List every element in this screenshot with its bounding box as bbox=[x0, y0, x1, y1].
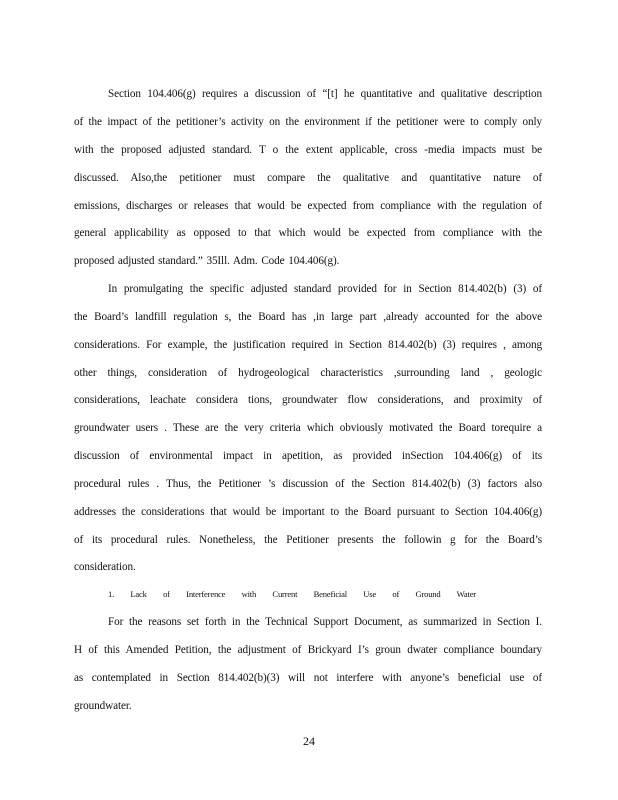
text-line: the Board’s landfill regulation s, the Board has ,in large part ,already accounted for the above bbox=[74, 311, 542, 323]
page-number: 24 bbox=[303, 734, 315, 748]
text-line: general applicability as opposed to that which would be expected from compliance with the bbox=[74, 227, 542, 239]
text-line: of its procedural rules. Nonetheless, the Petitioner presents the followin g for the Board’s bbox=[74, 534, 542, 546]
heading-word: of bbox=[392, 589, 400, 599]
text-line: considerations. For example, the justification required in Section 814.402(b) (3) requires , among bbox=[74, 339, 542, 351]
heading-word: of bbox=[163, 589, 170, 599]
text-line: discussed. Also,the petitioner must compare the qualitative and quantitative nature of bbox=[74, 172, 542, 184]
text-line: considerations, leachate considera tions, groundwater flow considerations, and proximity of bbox=[74, 394, 542, 406]
text-line: For the reasons set forth in the Technical Support Document, as summarized in Section I. bbox=[108, 616, 542, 628]
text-line: H of this Amended Petition, the adjustment of Brickyard I’s groun dwater compliance boundary bbox=[74, 644, 542, 656]
heading-word: with bbox=[241, 589, 257, 599]
text-line: of the impact of the petitioner’s activity on the environment if the petitioner were to comply only bbox=[74, 116, 542, 128]
heading-word: Interference bbox=[186, 589, 226, 599]
heading-word: Current bbox=[272, 589, 298, 599]
text-line: with the proposed adjusted standard. T o the extent applicable, cross -media impacts must be bbox=[74, 144, 542, 156]
text-line: groundwater users . These are the very criteria which obviously motivated the Board torequire a bbox=[74, 422, 542, 434]
heading-word: Lack bbox=[130, 589, 147, 599]
text-line: In promulgating the specific adjusted standard provided for in Section 814.402(b) (3) of bbox=[108, 283, 542, 295]
text-line: procedural rules . Thus, the Petitioner ’s discussion of the Section 814.402(b) (3) factors also bbox=[74, 478, 542, 490]
text-line: emissions, discharges or releases that would be expected from compliance with the regulation of bbox=[74, 200, 542, 212]
text-line: other things, consideration of hydrogeological characteristics ,surrounding land , geologic bbox=[74, 367, 542, 379]
heading-number: 1. bbox=[108, 589, 115, 599]
heading-word: Beneficial bbox=[313, 589, 347, 599]
text-line: discussion of environmental impact in apetition, as provided inSection 104.406(g) of its bbox=[74, 450, 542, 462]
text-line: addresses the considerations that would be important to the Board pursuant to Section 104.406(g) bbox=[74, 506, 542, 518]
heading-word: Water bbox=[456, 589, 476, 599]
text-line: Section 104.406(g) requires a discussion of “[t] he quantitative and qualitative description bbox=[108, 88, 542, 100]
text-line: proposed adjusted standard.” 35Ill. Adm. Code 104.406(g). bbox=[74, 255, 340, 267]
text-line: as contemplated in Section 814.402(b)(3) will not interfere with anyone’s beneficial use of bbox=[74, 672, 542, 684]
heading-word: Use bbox=[363, 589, 377, 599]
text-line: groundwater. bbox=[74, 700, 132, 712]
text-line: consideration. bbox=[74, 561, 136, 573]
heading-word: Ground bbox=[415, 589, 441, 599]
section-heading bbox=[108, 588, 476, 600]
